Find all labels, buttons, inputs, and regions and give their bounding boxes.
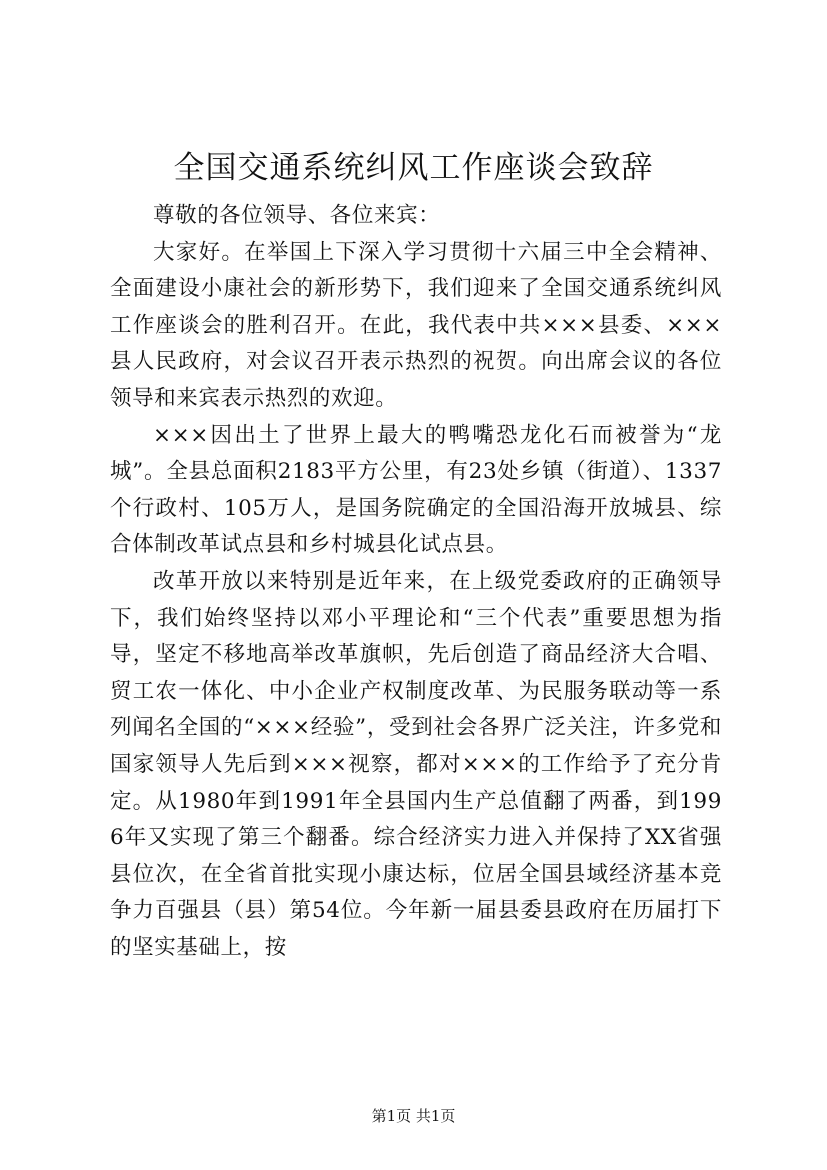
paragraph-county-intro: ×××因出土了世界上最大的鸭嘴恐龙化石而被誉为“龙城”。全县总面积2183平方公里，有23处乡镇（街道）、1337个行政村、105万人，是国务院确定的全国沿海开放城县、综合体制改革试点县和乡村城县化试点县。 — [110, 422, 722, 558]
paragraph-salutation: 尊敬的各位领导、各位来宾： — [153, 203, 441, 228]
document-title: 全国交通系统纠风工作座谈会致辞 — [173, 150, 654, 186]
paragraph-reform-achievements: 改革开放以来特别是近年来，在上级党委政府的正确领导下，我们始终坚持以邓小平理论和“三个代表”重要思想为指导，坚定不移地高举改革旗帜，先后创造了商品经济大合唱、贸工农一体化、中小企业产权制度改革、为民服务联动等一系列闻名全国的“×××经验”，受到社会各界广泛关注，许多党和国家领导人先后到×××视察，都对×××的工作给予了充分肯定。从1980年到1991年全县国内生产总值翻了两番，到1996年又实现了第三个翻番。综合经济实力进入并保持了XX省强县位次，在全省首批实现小康达标，位居全国县域经济基本竞争力百强县（县）第54位。今年新一届县委县政府在历届打下的坚实基础上，按 — [110, 568, 722, 960]
document-body — [110, 198, 722, 966]
page-footer: 第1页 共1页 — [371, 1107, 456, 1125]
paragraph-greeting: 大家好。在举国上下深入学习贯彻十六届三中全会精神、全面建设小康社会的新形势下，我们迎来了全国交通系统纠风工作座谈会的胜利召开。在此，我代表中共×××县委、×××县人民政府，对会议召开表示热烈的祝贺。向出席会议的各位领导和来宾表示热烈的欢迎。 — [110, 239, 722, 411]
